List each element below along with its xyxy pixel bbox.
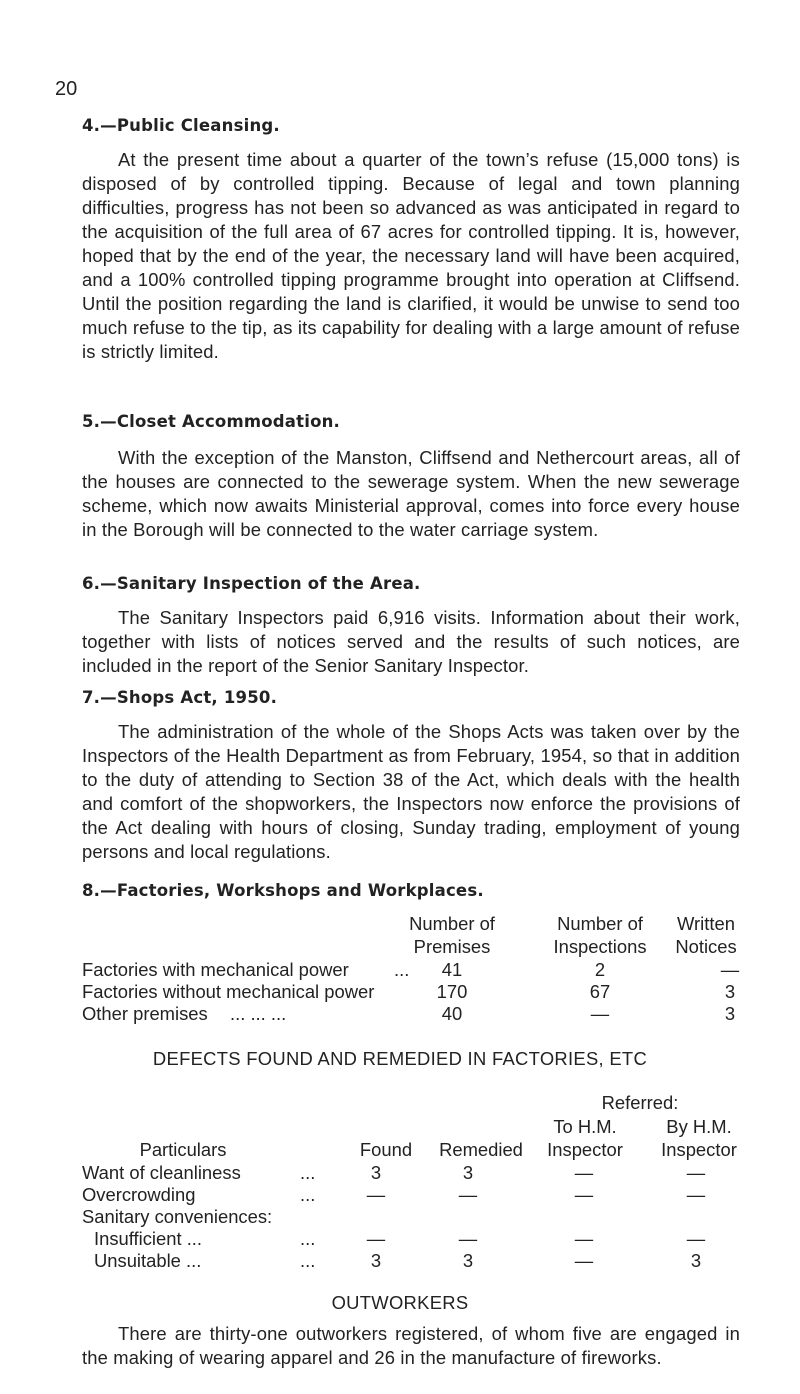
defects-row-to-hm: — [574,1184,594,1205]
outworkers-text: There are thirty-one outworkers registered, of whom five are engaged in the making of wearing apparel and 26 in the manufacture of fireworks. [82,1323,740,1368]
header-particulars: Particulars [139,1139,227,1160]
factories-row-notices: 3 [724,1003,736,1024]
factories-row-inspections: 67 [589,981,611,1002]
defects-row-to-hm: — [574,1250,594,1271]
header-to-hm-line1: To H.M. [553,1116,617,1137]
defects-row-label: Want of cleanliness [82,1162,241,1183]
section-heading-shops-act: 7.—Shops Act, 1950. [82,688,278,707]
factories-row-premises: 40 [441,1003,463,1024]
defects-row-to-hm: — [574,1228,594,1249]
defects-row-found: — [366,1228,386,1249]
section-text-sanitary-inspection: The Sanitary Inspectors paid 6,916 visits. Information about their work, together with lists of notices served and the results of such notices, are included in the report of the Senior Sanitary Inspector. [82,607,740,676]
header-referred: Referred: [601,1092,679,1113]
defects-row-label: Unsuitable ... [94,1250,202,1271]
defects-row-leader: ... [300,1228,316,1249]
header-premises-line2: Premises [413,936,491,957]
section-text-closet-accommodation: With the exception of the Manston, Cliffsend and Nethercourt areas, all of the houses are connected to the sewerage system. When the new sewerage scheme, which now awaits Ministerial approval, comes into force every house in the Borough will be connected to the water carriage system. [82,447,740,540]
header-to-hm-line2: Inspector [547,1139,623,1160]
section-heading-sanitary-inspection: 6.—Sanitary Inspection of the Area. [82,574,421,593]
header-premises-line1: Number of [409,913,495,934]
defects-row-to-hm: — [574,1162,594,1183]
defects-row-label: Insufficient ... [94,1228,203,1249]
defects-row-leader: ... [300,1184,316,1205]
defects-row-leader: ... [300,1250,316,1271]
section-heading-closet-accommodation: 5.—Closet Accommodation. [82,412,341,431]
section-text-shops-act: The administration of the whole of the Shops Acts was taken over by the Inspectors of the Health Department as from February, 1954, so that in addition to the duty of attending to Section 38 of the Act, which deals with the health and comfort of the shopworkers, the Inspectors now enforce the provisions of the Act dealing with hours of closing, Sunday trading, employment of young persons and local regulations. [82,721,740,862]
defects-row-remedied: — [458,1184,478,1205]
factories-row-notices: 3 [724,981,736,1002]
factories-row-label: Factories with mechanical power [82,959,349,980]
defects-row-found: 3 [370,1250,382,1271]
defects-row-by-hm: — [686,1228,706,1249]
defects-row-remedied: 3 [462,1250,474,1271]
defects-row-remedied: — [458,1228,478,1249]
defects-row-label: Overcrowding [82,1184,196,1205]
factories-row-label: Factories without mechanical power [82,981,375,1002]
defects-row-by-hm: — [686,1184,706,1205]
defects-row-by-hm: — [686,1162,706,1183]
factories-row-premises: 170 [436,981,468,1002]
defects-group-label: Sanitary conveniences: [82,1206,273,1227]
defects-row-found: 3 [370,1162,382,1183]
header-remedied: Remedied [439,1139,523,1160]
factories-row-inspections: 2 [594,959,606,980]
defects-table-title: DEFECTS FOUND AND REMEDIED IN FACTORIES, ETC [152,1048,648,1069]
header-by-hm-line1: By H.M. [666,1116,732,1137]
section-heading-factories: 8.—Factories, Workshops and Workplaces. [82,881,484,900]
header-by-hm-line2: Inspector [661,1139,737,1160]
factories-row-leader: ... ... ... [230,1003,287,1024]
defects-row-by-hm: 3 [690,1250,702,1271]
defects-row-remedied: 3 [462,1162,474,1183]
defects-row-leader: ... [300,1162,316,1183]
section-text-public-cleansing: At the present time about a quarter of the town’s refuse (15,000 tons) is disposed of by controlled tipping. Because of legal and town planning difficulties, progress has not been so advanced as was anticipated in regard to the acquisition of the full area of 67 acres for controlled tipping. It is, however, hoped that by the end of the year, the necessary land will have been acquired, and a 100% controlled tipping programme brought into operation at Cliffsend. Until the position regarding the land is clarified, it would be unwise to send too much refuse to the tip, as its capability for dealing with a large amount of refuse is strictly limited. [82,149,740,362]
header-found: Found [359,1139,413,1160]
outworkers-title: OUTWORKERS [331,1292,469,1313]
header-inspections-line2: Inspections [553,936,647,957]
factories-row-inspections: — [590,1003,610,1024]
defects-row-found: — [366,1184,386,1205]
header-inspections-line1: Number of [557,913,643,934]
header-notices-line1: Written [677,913,735,934]
factories-row-leader: ... [394,959,410,980]
page-number: 20 [55,78,78,100]
factories-row-label: Other premises [82,1003,208,1024]
factories-row-notices: — [720,959,740,980]
factories-row-premises: 41 [441,959,463,980]
section-heading-public-cleansing: 4.—Public Cleansing. [82,116,280,135]
header-notices-line2: Notices [675,936,737,957]
